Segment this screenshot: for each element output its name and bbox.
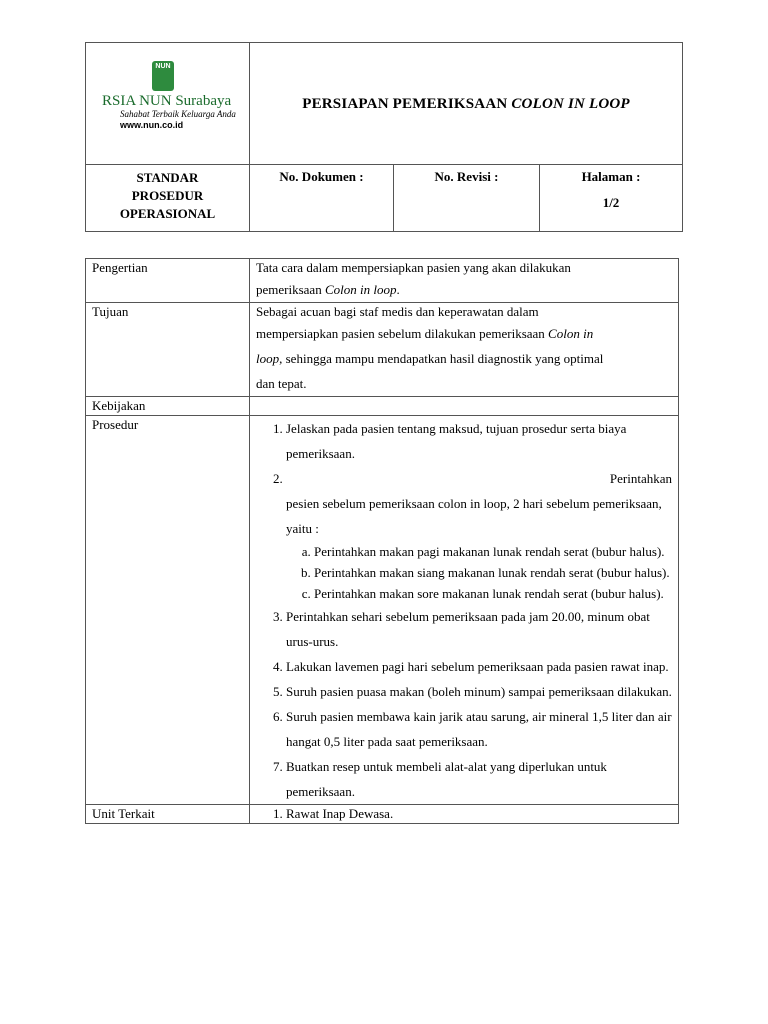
procedure-list <box>256 416 672 804</box>
procedure-step: 6. Suruh pasien membawa kain jarik atau sarung, air mineral 1,5 liter dan air hangat 0,5 liter pada saat pemeriksaan. <box>286 704 672 754</box>
unit-item: 1. Rawat Inap Dewasa. <box>286 805 672 823</box>
label-pengertian: Pengertian <box>86 259 250 303</box>
procedure-step: 4. Lakukan lavemen pagi hari sebelum pemeriksaan pada pasien rawat inap. <box>286 654 672 679</box>
procedure-substep: b. Perintahkan makan siang makanan lunak rendah serat (bubur halus). <box>314 562 672 583</box>
procedure-substep: a. Perintahkan makan pagi makanan lunak rendah serat (bubur halus). <box>314 541 672 562</box>
logo-url: www.nun.co.id <box>120 120 184 130</box>
sop-body <box>85 258 679 824</box>
procedure-substep: c. Perintahkan makan sore makanan lunak rendah serat (bubur halus). <box>314 583 672 604</box>
document-number-cell: No. Dokumen : <box>250 165 394 232</box>
revision-cell: No. Revisi : <box>394 165 540 232</box>
document-header <box>85 42 683 232</box>
label-prosedur: Prosedur <box>86 416 250 805</box>
procedure-step: 1. Jelaskan pada pasien tentang maksud, tujuan prosedur serta biaya pemeriksaan. <box>286 416 672 466</box>
text-pengertian: Tata cara dalam mempersiapkan pasien yang akan dilakukan pemeriksaan Colon in loop. <box>250 259 679 303</box>
document-title: PERSIAPAN PEMERIKSAAN COLON IN LOOP <box>302 95 630 112</box>
page-number: 1/2 <box>602 195 620 210</box>
text-unit-terkait <box>250 805 679 824</box>
row-kebijakan <box>86 397 679 416</box>
procedure-step: 5. Suruh pasien puasa makan (boleh minum) sampai pemeriksaan dilakukan. <box>286 679 672 704</box>
logo-name: RSIA NUN Surabaya <box>102 93 232 109</box>
row-tujuan <box>86 303 679 397</box>
logo-badge-icon: NUN <box>152 61 174 91</box>
hospital-logo <box>102 61 234 130</box>
row-pengertian <box>86 259 679 303</box>
row-unit-terkait <box>86 805 679 824</box>
row-prosedur <box>86 416 679 805</box>
title-cell <box>250 43 683 165</box>
page-cell: Halaman : 1/2 <box>540 165 683 232</box>
unit-list <box>256 805 672 823</box>
procedure-step: 7. Buatkan resep untuk membeli alat-alat yang diperlukan untuk pemeriksaan. <box>286 754 672 804</box>
logo-tagline: Sahabat Terbaik Keluarga Anda <box>120 109 236 119</box>
text-kebijakan <box>250 397 679 416</box>
procedure-step: 2. Perintahkan pesien sebelum pemeriksaan colon in loop, 2 hari sebelum pemeriksaan, yaitu : a. Perintahkan makan pagi makanan lunak rendah serat (bubur halus). b. Perintahkan makan siang makanan lunak rendah serat (bubur halus). c. Perintahkan makan sore makanan lunak rendah serat (bubur halus). <box>286 466 672 604</box>
text-tujuan: Sebagai acuan bagi staf medis dan keperawatan dalam mempersiapkan pasien sebelum dilakukan pemeriksaan Colon in loop, sehingga mampu mendapatkan hasil diagnostik yang optimal dan tepat. <box>250 303 679 397</box>
procedure-substeps <box>286 541 672 604</box>
sop-label: STANDAR PROSEDUR OPERASIONAL <box>86 165 250 232</box>
label-tujuan: Tujuan <box>86 303 250 397</box>
procedure-step: 3. Perintahkan sehari sebelum pemeriksaan pada jam 20.00, minum obat urus-urus. <box>286 604 672 654</box>
label-unit-terkait: Unit Terkait <box>86 805 250 824</box>
label-kebijakan: Kebijakan <box>86 397 250 416</box>
text-prosedur <box>250 416 679 805</box>
logo-cell <box>86 43 250 165</box>
